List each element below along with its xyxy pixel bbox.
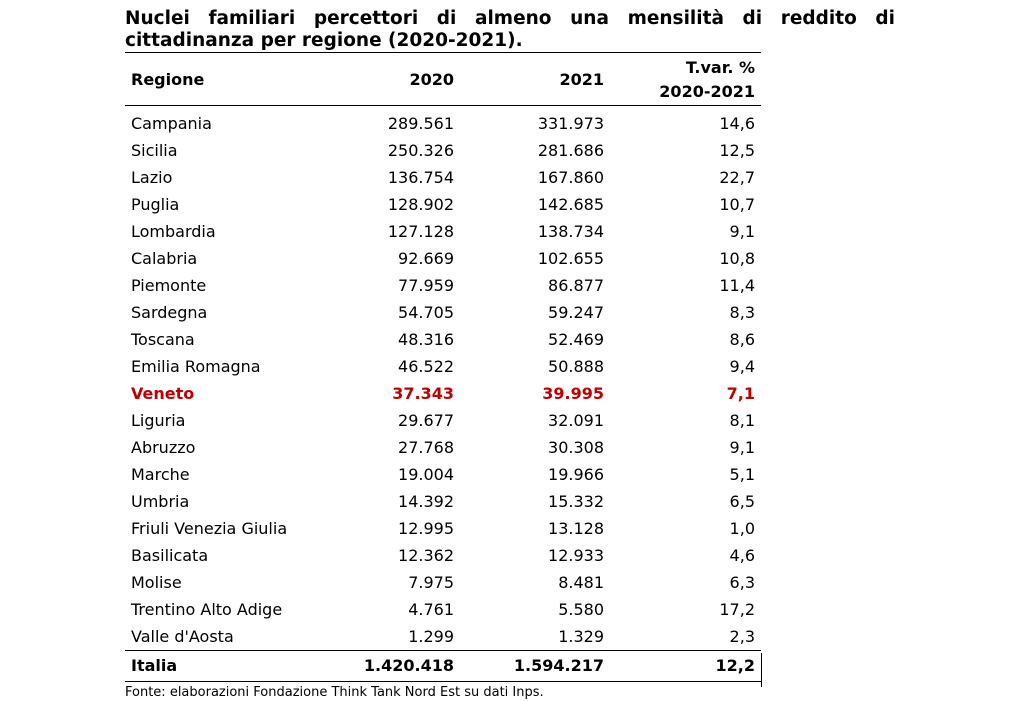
cell-2021: 30.308 xyxy=(548,438,604,457)
table-row xyxy=(125,542,761,569)
cell-variation: 14,6 xyxy=(719,114,755,133)
table-row xyxy=(125,299,761,326)
total-region: Italia xyxy=(125,651,315,682)
cell-region: Calabria xyxy=(131,249,198,268)
cell-variation: 11,4 xyxy=(719,276,755,295)
cell-region: Molise xyxy=(131,573,182,592)
cell-region: Emilia Romagna xyxy=(131,357,261,376)
cell-variation: 1,0 xyxy=(729,519,755,538)
cell-region: Trentino Alto Adige xyxy=(131,600,283,619)
cell-region: Piemonte xyxy=(131,276,207,295)
cell-variation: 10,7 xyxy=(719,195,755,214)
cell-region: Liguria xyxy=(131,411,186,430)
cell-region: Basilicata xyxy=(131,546,209,565)
cell-variation: 6,5 xyxy=(729,492,755,511)
table-row xyxy=(125,488,761,515)
cell-2020: 92.669 xyxy=(398,249,454,268)
cell-region: Sicilia xyxy=(131,141,178,160)
table-row xyxy=(125,272,761,299)
total-2021: 1.594.217 xyxy=(460,651,610,682)
cell-2021: 15.332 xyxy=(548,492,604,511)
cell-variation: 12,5 xyxy=(719,141,755,160)
cell-2021: 59.247 xyxy=(548,303,604,322)
table-row xyxy=(125,623,761,651)
cell-region: Marche xyxy=(131,465,190,484)
cell-variation: 9,4 xyxy=(729,357,755,376)
cell-variation: 4,6 xyxy=(729,546,755,565)
cell-2020: 136.754 xyxy=(387,168,454,187)
cell-2020: 37.343 xyxy=(392,384,454,403)
cell-2020: 250.326 xyxy=(387,141,454,160)
cell-2021: 13.128 xyxy=(548,519,604,538)
cell-2020: 46.522 xyxy=(398,357,454,376)
table-body xyxy=(125,106,761,651)
cell-2021: 281.686 xyxy=(537,141,604,160)
cell-2020: 77.959 xyxy=(398,276,454,295)
cell-2020: 27.768 xyxy=(398,438,454,457)
table-row xyxy=(125,407,761,434)
cell-2021: 52.469 xyxy=(548,330,604,349)
cell-2020: 12.995 xyxy=(398,519,454,538)
cell-region: Lazio xyxy=(131,168,173,187)
total-variation: 12,2 xyxy=(610,651,761,682)
table-row xyxy=(125,218,761,245)
cell-variation: 5,1 xyxy=(729,465,755,484)
total-row xyxy=(125,651,761,682)
header-2021: 2021 xyxy=(460,55,610,106)
cell-2021: 102.655 xyxy=(537,249,604,268)
table-row xyxy=(125,596,761,623)
cell-region: Toscana xyxy=(131,330,195,349)
cell-2021: 138.734 xyxy=(537,222,604,241)
table-row xyxy=(125,191,761,218)
cell-2020: 19.004 xyxy=(398,465,454,484)
cell-variation: 8,3 xyxy=(729,303,755,322)
cell-2020: 12.362 xyxy=(398,546,454,565)
cell-2020: 1.299 xyxy=(408,627,454,646)
cell-region: Sardegna xyxy=(131,303,208,322)
table-row xyxy=(125,515,761,542)
cell-2021: 50.888 xyxy=(548,357,604,376)
cell-region: Puglia xyxy=(131,195,180,214)
table-row xyxy=(125,106,761,138)
cell-2021: 8.481 xyxy=(558,573,604,592)
table-row xyxy=(125,137,761,164)
header-variation-line2: 2020-2021 xyxy=(659,82,755,101)
cell-2020: 14.392 xyxy=(398,492,454,511)
cell-variation: 7,1 xyxy=(726,384,755,403)
table-row xyxy=(125,380,761,407)
cell-variation: 17,2 xyxy=(719,600,755,619)
cell-2021: 5.580 xyxy=(558,600,604,619)
data-table xyxy=(125,55,761,682)
cell-2020: 48.316 xyxy=(398,330,454,349)
cell-2021: 19.966 xyxy=(548,465,604,484)
header-row xyxy=(125,55,761,106)
header-variation-line1: T.var. % xyxy=(685,58,755,77)
cell-variation: 10,8 xyxy=(719,249,755,268)
cell-variation: 6,3 xyxy=(729,573,755,592)
cell-2021: 39.995 xyxy=(542,384,604,403)
cell-region: Abruzzo xyxy=(131,438,196,457)
table-title: Nuclei familiari percettori di almeno una mensilità di reddito di cittadinanza per regione (2020-2021). xyxy=(125,8,895,51)
cell-2020: 7.975 xyxy=(408,573,454,592)
header-variation xyxy=(610,55,761,106)
cell-variation: 9,1 xyxy=(729,438,755,457)
cell-region: Campania xyxy=(131,114,212,133)
header-region: Regione xyxy=(125,55,315,106)
cell-2020: 54.705 xyxy=(398,303,454,322)
cell-2021: 1.329 xyxy=(558,627,604,646)
cell-2020: 29.677 xyxy=(398,411,454,430)
cell-2020: 128.902 xyxy=(387,195,454,214)
cell-2020: 289.561 xyxy=(387,114,454,133)
cell-2021: 167.860 xyxy=(537,168,604,187)
cell-variation: 2,3 xyxy=(729,627,755,646)
cell-2020: 4.761 xyxy=(408,600,454,619)
table-row xyxy=(125,434,761,461)
table-row xyxy=(125,164,761,191)
cell-variation: 8,6 xyxy=(729,330,755,349)
source-note: Fonte: elaborazioni Fondazione Think Tank Nord Est su dati Inps. xyxy=(125,685,544,700)
header-2020: 2020 xyxy=(315,55,460,106)
cell-2020: 127.128 xyxy=(387,222,454,241)
cell-2021: 331.973 xyxy=(537,114,604,133)
table-row xyxy=(125,461,761,488)
cell-2021: 142.685 xyxy=(537,195,604,214)
cell-region: Veneto xyxy=(131,384,195,403)
table-row xyxy=(125,245,761,272)
cell-2021: 86.877 xyxy=(548,276,604,295)
cell-variation: 8,1 xyxy=(729,411,755,430)
cell-variation: 9,1 xyxy=(729,222,755,241)
cell-region: Valle d'Aosta xyxy=(131,627,234,646)
cell-region: Umbria xyxy=(131,492,190,511)
table-row xyxy=(125,569,761,596)
cell-variation: 22,7 xyxy=(719,168,755,187)
cell-2021: 32.091 xyxy=(548,411,604,430)
cell-region: Lombardia xyxy=(131,222,216,241)
cell-region: Friuli Venezia Giulia xyxy=(131,519,288,538)
right-edge-tick xyxy=(761,653,762,687)
cell-2021: 12.933 xyxy=(548,546,604,565)
table-row xyxy=(125,326,761,353)
total-2020: 1.420.418 xyxy=(315,651,460,682)
table-row xyxy=(125,353,761,380)
top-rule xyxy=(125,52,761,53)
